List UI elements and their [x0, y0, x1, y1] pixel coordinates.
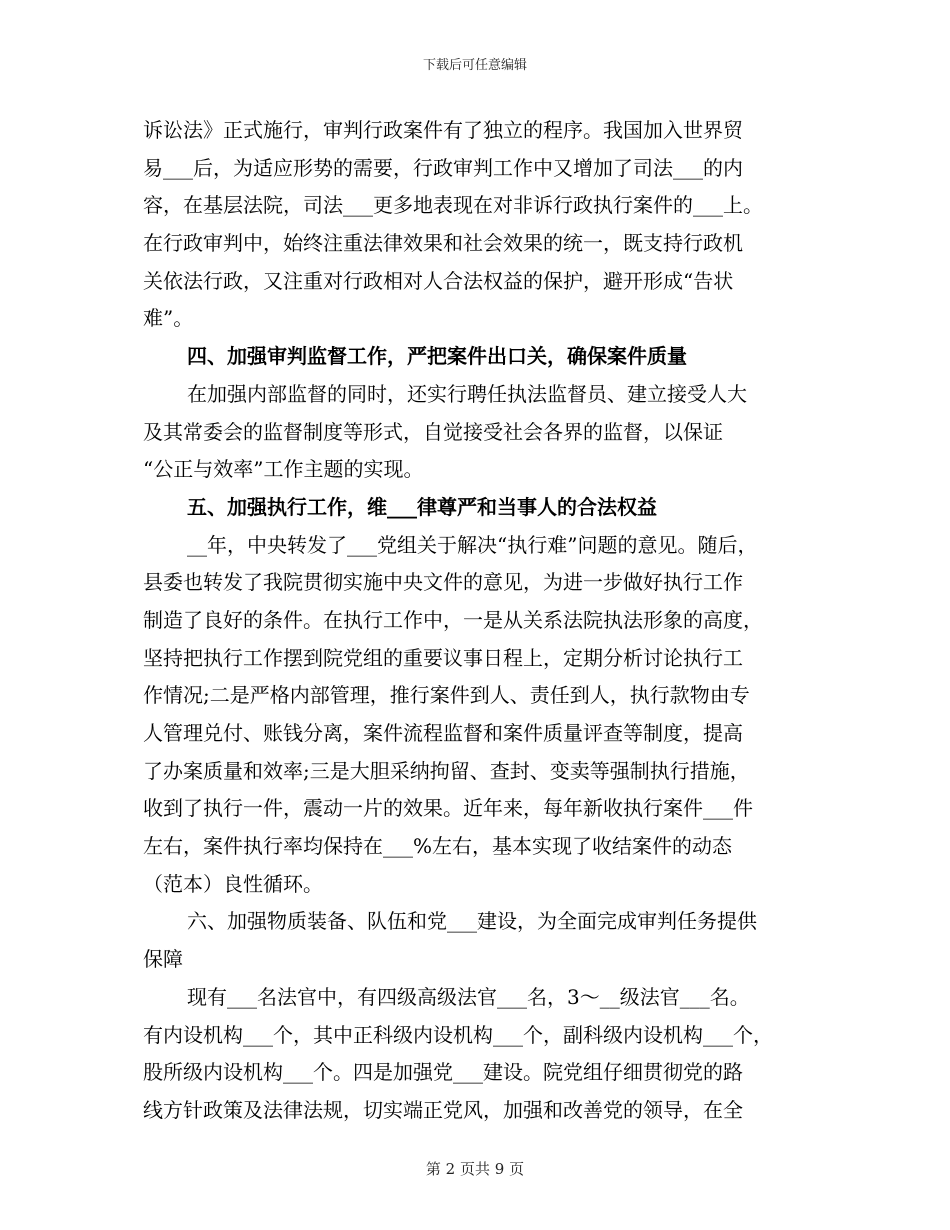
body-text-line: 收到了执行一件，震动一片的效果。近年来，每年新收执行案件___件 [143, 796, 753, 821]
body-text-line: 坚持把执行工作摆到院党组的重要议事日程上，定期分析讨论执行工 [143, 645, 743, 670]
body-text-line: 线方针政策及法律法规，切实端正党风，加强和改善党的领导，在全 [143, 1097, 743, 1122]
section-heading-line: 四、加强审判监督工作，严把案件出口关，确保案件质量 [187, 344, 687, 369]
body-text-line: 容，在基层法院，司法___更多地表现在对非诉行政执行案件的___上。 [143, 193, 763, 218]
body-text-line: 了办案质量和效率;三是大胆采纳拘留、查封、变卖等强制执行措施， [143, 758, 750, 783]
body-text-line: 诉讼法》正式施行，审判行政案件有了独立的程序。我国加入世界贸 [143, 118, 743, 142]
body-text-line: 易___后，为适应形势的需要，行政审判工作中又增加了司法___的内 [143, 155, 743, 180]
body-text-line: 难”。 [143, 306, 194, 331]
body-text-line: 股所级内设机构___个。四是加强党___建设。院党组仔细贯彻党的路 [143, 1060, 743, 1085]
body-text-line: 及其常委会的监督制度等形式，自觉接受社会各界的监督，以保证 [143, 419, 723, 444]
document-body [143, 112, 811, 1130]
body-text-line: （范本）良性循环。 [143, 871, 323, 896]
body-text-line: 左右，案件执行率均保持在___%左右，基本实现了收结案件的动态 [143, 834, 733, 859]
body-text-line: 有内设机构___个，其中正科级内设机构___个，副科级内设机构___个， [143, 1022, 773, 1047]
body-text-line: 保障 [143, 947, 183, 972]
page-header: 下载后可任意编辑 [422, 58, 527, 73]
body-text-line: “公正与效率”工作主题的实现。 [143, 457, 424, 482]
body-text-line: 六、加强物质装备、队伍和党___建设，为全面完成审判任务提供 [187, 909, 757, 934]
body-text-line: 作情况;二是严格内部管理，推行案件到人、责任到人，执行款物由专 [143, 683, 750, 708]
page-number: 第 2 页共 9 页 [425, 1160, 525, 1178]
body-text-line: 人管理兑付、账钱分离，案件流程监督和案件质量评查等制度，提高 [143, 721, 743, 745]
body-text-line: 制造了良好的条件。在执行工作中，一是从关系法院执法形象的高度， [143, 607, 763, 632]
body-text-line: __年，中央转发了___党组关于解决“执行难”问题的意见。随后， [187, 532, 758, 557]
body-text-line: 现有___名法官中，有四级高级法官___名，3～__级法官___名。 [187, 984, 750, 1009]
section-heading-line: 五、加强执行工作，维___律尊严和当事人的合法权益 [187, 494, 657, 519]
body-text-line: 在行政审判中，始终注重法律效果和社会效果的统一，既支持行政机 [143, 231, 743, 256]
body-text-line: 关依法行政，又注重对行政相对人合法权益的保护，避开形成“告状 [143, 268, 734, 293]
body-text-line: 县委也转发了我院贯彻实施中央文件的意见，为进一步做好执行工作 [143, 570, 743, 595]
body-text-line: 在加强内部监督的同时，还实行聘任执法监督员、建立接受人大 [187, 381, 747, 406]
